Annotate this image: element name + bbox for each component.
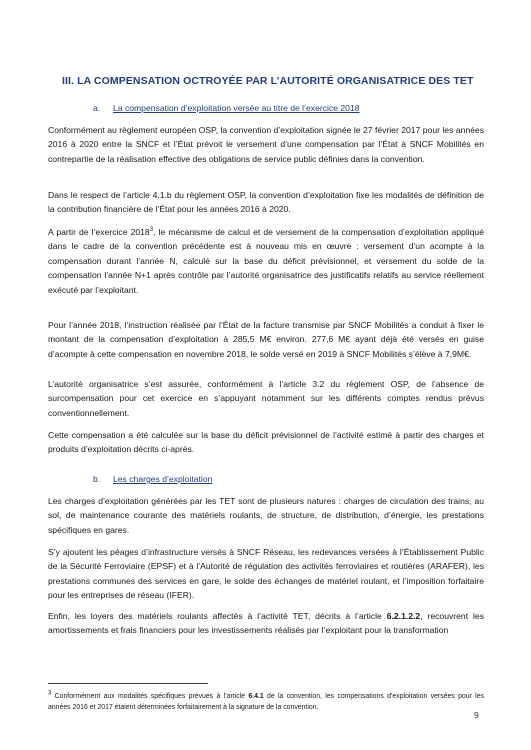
section-heading: [62, 75, 482, 87]
section-number: III.: [62, 75, 75, 87]
paragraph-3-end: , le mécanisme de calcul et de versement de la compensation d’exploitation appliqué dans le cadre de la convention précédente est à nouveau mis en œuvre : versement d’un acompte à la compensation durant l’année N, calculé sur la base du déficit prévisionnel, et versement du solde de la compensation l’année N+1 après contrôle par l’autorité organisatrice des justificatifs relatifs au service réellement exécuté par l’exploitant.: [48, 227, 484, 295]
paragraph-3-start: A partir de l’exercice 2018: [48, 227, 150, 237]
paragraph-7: Les charges d’exploitation générées par les TET sont de plusieurs natures : charges de circulation des trains, au sol, de maintenance courante des matériels roulants, de structure, de distribution, d’énergie, les prestations spécifiques en gares.: [48, 496, 484, 535]
paragraph-9-start: Enfin, les loyers des matériels roulants affectés à l’activité TET, décrits à l’article: [48, 611, 387, 621]
page-number: 9: [474, 710, 479, 720]
paragraph-5: L’autorité organisatrice s’est assurée, conformément à l’article 3.2 du règlement OSP, de l’absence de surcompensation pour cet exercice en s’appuyant notamment sur les différents comptes rendus prévus conventionnellement.: [48, 379, 484, 418]
subheading-b-title: Les charges d’exploitation: [113, 474, 213, 484]
paragraph-1: Conformément au règlement européen OSP, la convention d’exploitation signée le 27 février 2017 pour les années 2016 à 2020 entre la SNCF et l’État prévoit le versement d’une compensation par l’État à SNCF Mobilités en contrepartie de la réalisation effective des obligations de service public définies dans la convention.: [48, 125, 484, 164]
section-title-text: LA COMPENSATION OCTROYÉE PAR L’AUTORITÉ ORGANISATRICE DES TET: [77, 75, 474, 87]
subheading-a: [93, 103, 360, 113]
subheading-b: [93, 474, 212, 484]
footnote: [48, 691, 484, 713]
footnote-start: Conformément aux modalités spécifiques prévues à l’article: [51, 693, 249, 700]
footnote-end: de la convention, les compensations d’exploitation versées pour les années 2016 et 2017 étaient déterminées forfaitairement à la signature de la convention.: [48, 693, 484, 711]
paragraph-9-article-ref: 6.2.1.2.2: [386, 611, 421, 621]
paragraph-8: S’y ajoutent les péages d’infrastructure versés à SNCF Réseau, les redevances versées à l’Établissement Public de la Sécurité Ferroviaire (EPSF) et à l’Autorité de régulation des activités ferroviaires et routières (ARAFER), les prestations communes des services en gare, le solde des échanges de matériel roulant, et l’imposition forfaitaire pour les entreprises de réseau (IFER).: [48, 547, 484, 601]
paragraph-9-end: , recouvrent les amortissements et frais financiers pour les investissements réalisés par l’exploitant pour la transformation: [48, 611, 484, 636]
subheading-a-letter: a.: [93, 103, 101, 113]
paragraph-3: [48, 225, 484, 297]
paragraph-4: Pour l’année 2018, l’instruction réalisée par l’État de la facture transmise par SNCF Mobilités a conduit à fixer le montant de la compensation d’exploitation à 285,5 M€ environ. 277,6 M€ ayant déjà été versés en guise d’acompte à cette compensation en novembre 2018, le solde versé en 2019 à SNCF Mobilités s’élève à 7,9M€.: [48, 320, 484, 359]
footnote-article-ref: 6.4.1: [248, 693, 264, 700]
paragraph-2: Dans le respect de l’article 4.1.b du règlement OSP, la convention d’exploitation fixe les modalités de définition de la contribution financière de l’État pour les années 2016 à 2020.: [48, 190, 484, 215]
subheading-a-title: La compensation d’exploitation versée au titre de l’exercice 2018: [113, 103, 360, 113]
paragraph-6: Cette compensation a été calculée sur la base du déficit prévisionnel de l’activité estimé à partir des charges et produits d’exploitation décrits ci-après.: [48, 430, 484, 455]
paragraph-9: [48, 609, 484, 638]
footnote-reference: 3: [149, 227, 154, 234]
subheading-b-letter: b.: [93, 474, 101, 484]
footnote-number: 3: [48, 690, 52, 697]
footnote-divider: [48, 683, 208, 684]
